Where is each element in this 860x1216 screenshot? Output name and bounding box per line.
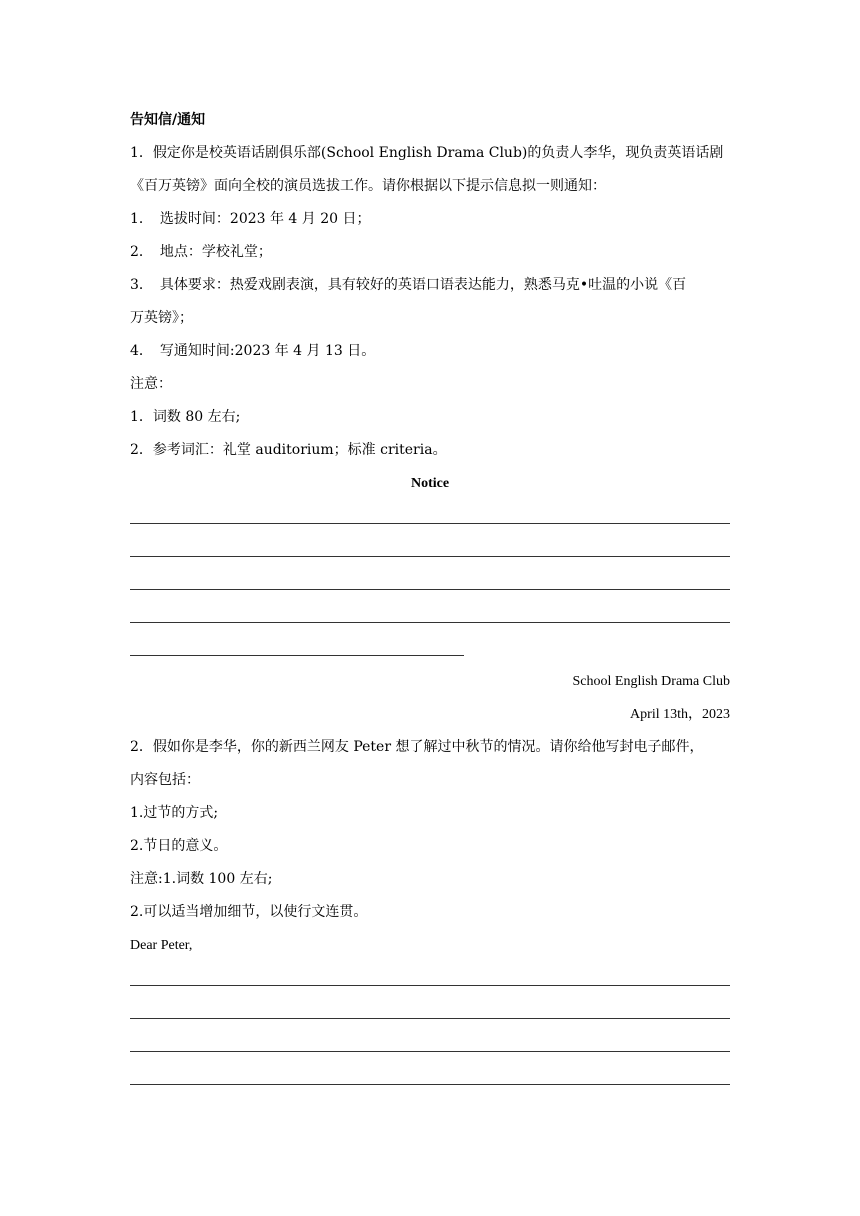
task1-intro-line2: 《百万英镑》面向全校的演员选拔工作。请你根据以下提示信息拟一则通知： [130,178,606,194]
task2-intro-line1: 2．假如你是李华，你的新西兰网友 Peter 想了解过中秋节的情况。请你给他写封电子邮件， [130,739,704,755]
answer-line [130,566,730,599]
task1-point-1: 1． 选拔时间：2023 年 4 月 20 日； [130,211,371,227]
answer-line [130,1028,730,1061]
section-title: 告知信/通知 [130,112,206,128]
notice-signature: School English Drama Club [572,674,730,689]
answer-line [130,962,730,995]
task1-intro-line1: 1．假定你是校英语话剧俱乐部(School English Drama Club)的负责人李华，现负责英语话剧 [130,145,724,161]
task1-note-label: 注意： [130,376,172,392]
answer-line [130,599,730,632]
task1-note-1: 1．词数 80 左右; [130,409,241,425]
task1-note-2: 2．参考词汇：礼堂 auditorium；标准 criteria。 [130,442,447,458]
task2-note-2: 2.可以适当增加细节，以使行文连贯。 [130,904,368,920]
notice-date: April 13th，2023 [630,707,730,722]
task1-point-3-cont: 万英镑》； [130,310,193,326]
answer-line [130,533,730,566]
task1-point-3: 3． 具体要求：热爱戏剧表演，具有较好的英语口语表达能力，熟悉马克•吐温的小说《百 [130,277,687,293]
notice-title: Notice [410,476,450,491]
email-greeting: Dear Peter, [130,938,193,953]
document-page [130,104,730,1094]
answer-line [130,1061,730,1094]
answer-line [130,995,730,1028]
answer-line-short [130,632,730,665]
task1-point-4: 4． 写通知时间:2023 年 4 月 13 日。 [130,343,376,359]
answer-line [130,500,730,533]
task1-point-2: 2． 地点：学校礼堂； [130,244,272,260]
task2-note-1: 注意:1.词数 100 左右; [130,871,273,887]
task2-point-2: 2.节日的意义。 [130,838,228,854]
task2-intro-line2: 内容包括： [130,772,200,788]
task2-point-1: 1.过节的方式; [130,805,219,821]
